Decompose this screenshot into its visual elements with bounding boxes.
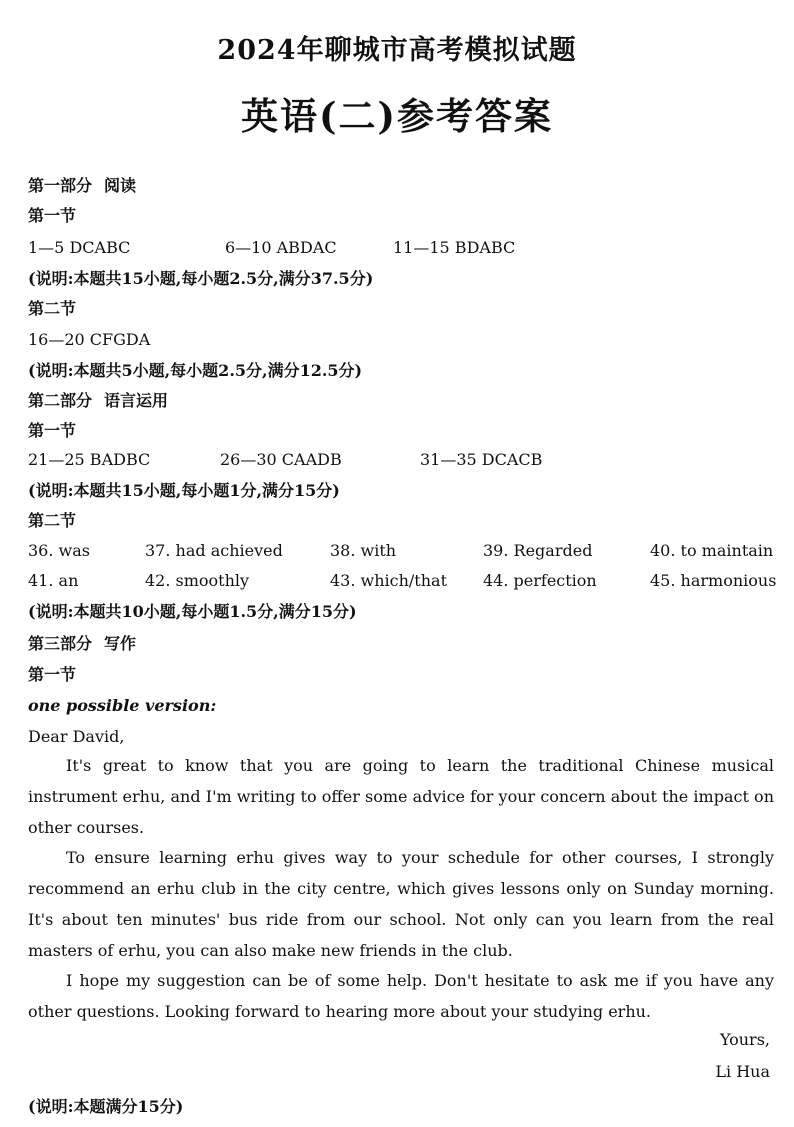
essay-paragraph-2 (28, 842, 774, 966)
answer-group: 1—5 DCABC (28, 238, 131, 257)
part1-heading-name: 阅读 (104, 176, 137, 195)
part2-heading (28, 390, 168, 412)
answer-group: 26—30 CAADB (220, 450, 342, 469)
part1-sec1-label: 第一节 (28, 206, 77, 225)
version-label: one possible version: (28, 696, 217, 715)
essay-paragraph-3-text: I hope my suggestion can be of some help. Don't hesitate to ask me if you have any other questions. Looking forward to hearing more about your studying erhu. (28, 971, 774, 1021)
part1-heading (28, 175, 136, 197)
letter-signature: Li Hua (715, 1062, 770, 1081)
answer-group: 21—25 BADBC (28, 450, 151, 469)
exam-title: 2024年聊城市高考模拟试题 (217, 35, 577, 66)
part2-heading-name: 语言运用 (104, 391, 169, 410)
answer-item: 42. smoothly (145, 571, 250, 590)
part3-heading-label: 第三部分 (28, 634, 93, 653)
answer-group: 31—35 DCACB (420, 450, 543, 469)
essay-paragraph-1-text: It's great to know that you are going to learn the traditional Chinese musical instrument erhu, and I'm writing to offer some advice for your concern about the impact on other courses. (28, 756, 774, 837)
scoring-note: (说明:本题共10小题,每小题1.5分,满分15分) (28, 602, 357, 621)
essay-paragraph-2-text: To ensure learning erhu gives way to your schedule for other courses, I strongly recommend an erhu club in the city centre, which gives lessons only on Sunday morning. It's about ten minutes' bus ride from our school. Not only can you learn from the real masters of erhu, you can also make new friends in the club. (28, 848, 774, 960)
answer-item: 38. with (330, 541, 397, 560)
answer-item: 37. had achieved (145, 541, 283, 560)
answer-item: 40. to maintain (650, 541, 774, 560)
part1-sec2-label: 第二节 (28, 299, 77, 318)
essay-paragraph-3 (28, 965, 774, 1027)
scoring-note: (说明:本题共5小题,每小题2.5分,满分12.5分) (28, 361, 363, 380)
answer-group: 6—10 ABDAC (225, 238, 337, 257)
scoring-note: (说明:本题共15小题,每小题2.5分,满分37.5分) (28, 269, 374, 288)
part3-sec1-label: 第一节 (28, 665, 77, 684)
answer-group: 16—20 CFGDA (28, 330, 151, 349)
answer-item: 44. perfection (483, 571, 597, 590)
answer-item: 41. an (28, 571, 79, 590)
part2-sec2-label: 第二节 (28, 511, 77, 530)
answer-item: 43. which/that (330, 571, 448, 590)
scoring-note: (说明:本题满分15分) (28, 1097, 184, 1116)
answer-item: 45. harmonious (650, 571, 777, 590)
answer-group: 11—15 BDABC (393, 238, 516, 257)
salutation: Dear David, (28, 727, 125, 746)
scoring-note: (说明:本题共15小题,每小题1分,满分15分) (28, 481, 340, 500)
part3-heading-name: 写作 (104, 634, 137, 653)
answer-item: 39. Regarded (483, 541, 593, 560)
part2-sec1-label: 第一节 (28, 421, 77, 440)
letter-closing: Yours, (719, 1030, 770, 1049)
part2-heading-label: 第二部分 (28, 391, 93, 410)
part1-heading-label: 第一部分 (28, 176, 93, 195)
answer-key-title: 英语(二)参考答案 (240, 94, 553, 138)
answer-item: 36. was (28, 541, 90, 560)
part3-heading (28, 633, 136, 655)
essay-paragraph-1 (28, 750, 774, 843)
